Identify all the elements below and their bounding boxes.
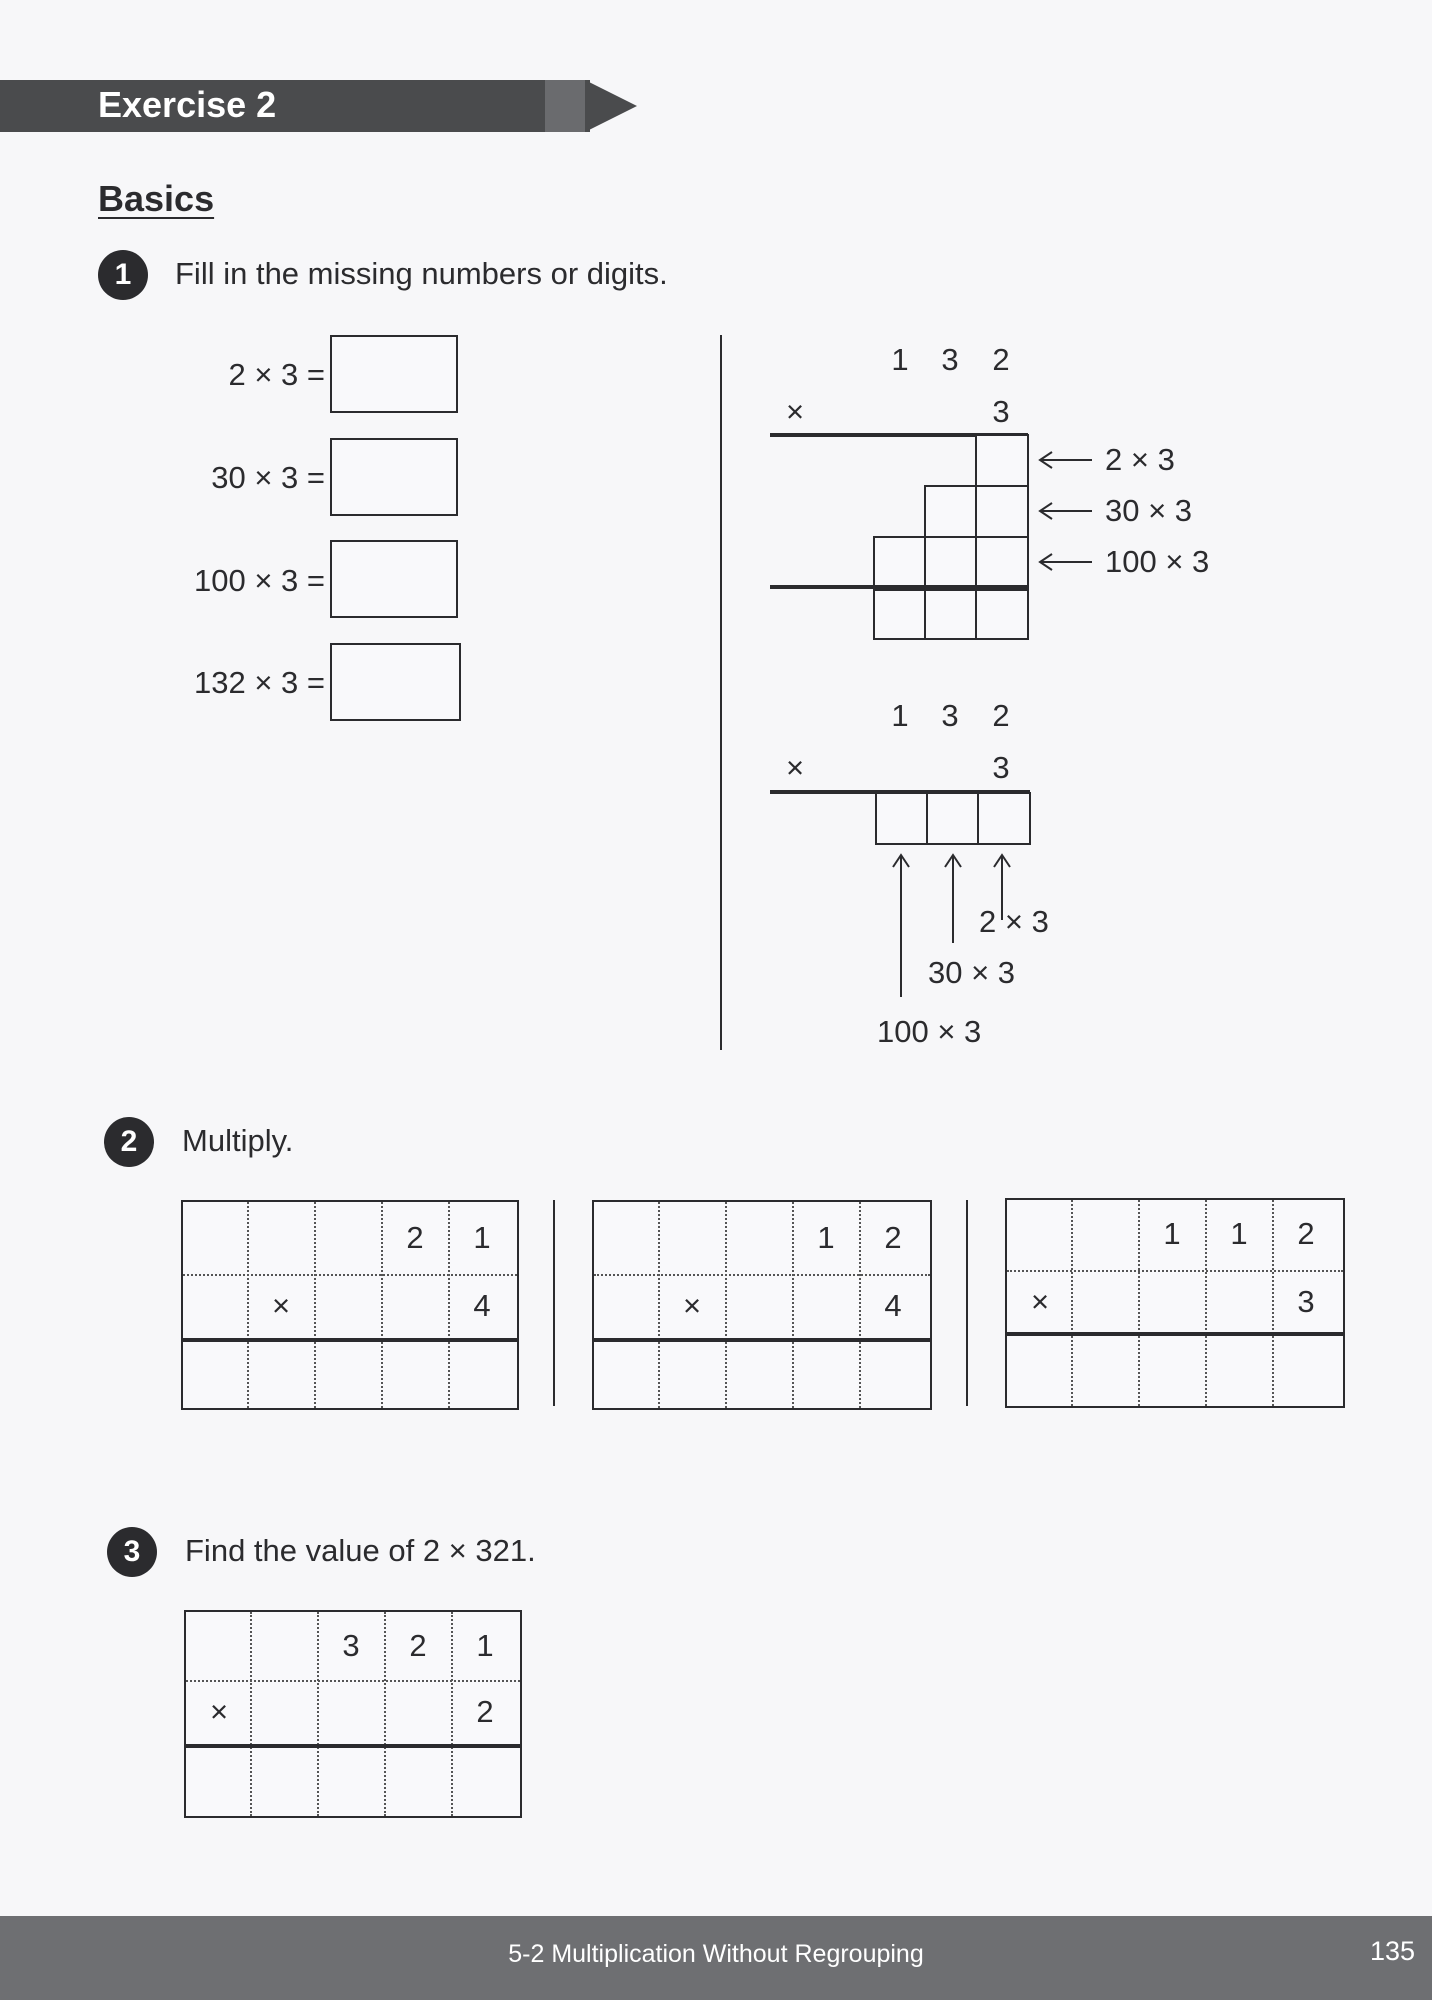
multiply-grid-q3: [184, 1610, 522, 1818]
page-number: 135: [1370, 1936, 1416, 1966]
layout-b-digit-ones: 2: [992, 698, 1010, 733]
layout-b-label-3: 100 × 3: [877, 1014, 982, 1049]
grid-b-top-tens: 1: [817, 1220, 835, 1255]
grid-c-top-hundreds: 1: [1163, 1216, 1181, 1251]
layout-b-digit-tens: 3: [941, 698, 959, 733]
grid-c-answer-row[interactable]: [1007, 1336, 1343, 1406]
layout-a-digit-tens: 3: [941, 342, 959, 377]
grid-a-top-tens: 2: [406, 1220, 424, 1255]
grid-c-top-tens: 1: [1230, 1216, 1248, 1251]
grid-c-times: ×: [1030, 1284, 1050, 1319]
grid-a-times: ×: [271, 1288, 291, 1323]
question-number-3: 3: [107, 1527, 157, 1577]
grid-q3-top-hundreds: 3: [342, 1628, 360, 1663]
layout-b-box-tens[interactable]: [926, 792, 980, 845]
equation-1: 2 × 3 =: [228, 357, 325, 392]
grid-b-answer-row[interactable]: [594, 1342, 930, 1408]
layout-a-times-sign: ×: [785, 394, 805, 429]
grid-q3-times: ×: [209, 1694, 229, 1729]
question-3-instruction: Find the value of 2 × 321.: [185, 1533, 536, 1568]
layout-a-label-3: 100 × 3: [1105, 544, 1210, 579]
multiply-grid-b: [592, 1200, 932, 1410]
equation-4: 132 × 3 =: [193, 665, 325, 700]
question-number-1: 1: [98, 250, 148, 300]
grid-c-bottom: 3: [1297, 1284, 1315, 1319]
grid-q3-top-tens: 2: [409, 1628, 427, 1663]
layout-b-multiplier: 3: [992, 750, 1010, 785]
grid-q3-top-ones: 1: [476, 1628, 494, 1663]
layout-b-label-1: 2 × 3: [979, 904, 1049, 939]
grid-a-top-ones: 1: [473, 1220, 491, 1255]
equation-2: 30 × 3 =: [211, 460, 325, 495]
layout-b-label-2: 30 × 3: [928, 955, 1016, 990]
question-1-instruction: Fill in the missing numbers or digits.: [175, 256, 668, 291]
grid-b-times: ×: [682, 1288, 702, 1323]
layout-a-digit-hundreds: 1: [891, 342, 909, 377]
equation-3: 100 × 3 =: [193, 563, 325, 598]
grid-b-top-ones: 2: [884, 1220, 902, 1255]
layout-b-times-sign: ×: [785, 750, 805, 785]
grid-q3-answer-row[interactable]: [186, 1748, 520, 1816]
question-number-2: 2: [104, 1117, 154, 1167]
grid-b-bottom: 4: [884, 1288, 902, 1323]
layout-a-multiplier: 3: [992, 394, 1010, 429]
layout-a-label-1: 2 × 3: [1105, 442, 1175, 477]
layout-a-digit-ones: 2: [992, 342, 1010, 377]
multiply-grid-a: [181, 1200, 519, 1410]
exercise-title: Exercise 2: [98, 84, 277, 125]
layout-b-digit-hundreds: 1: [891, 698, 909, 733]
footer-title: 5-2 Multiplication Without Regrouping: [508, 1940, 924, 1968]
divider-line: [966, 1200, 968, 1406]
section-heading: Basics: [98, 178, 215, 219]
question-2-instruction: Multiply.: [182, 1123, 294, 1158]
grid-a-bottom: 4: [473, 1288, 491, 1323]
grid-c-top-ones: 2: [1297, 1216, 1315, 1251]
layout-a-label-2: 30 × 3: [1105, 493, 1193, 528]
layout-b-box-ones[interactable]: [977, 792, 1031, 845]
layout-b-box-hundreds[interactable]: [875, 792, 929, 845]
grid-q3-bottom: 2: [476, 1694, 494, 1729]
multiply-grid-c: [1005, 1198, 1345, 1408]
divider-line: [553, 1200, 555, 1406]
grid-a-answer-row[interactable]: [183, 1342, 517, 1408]
